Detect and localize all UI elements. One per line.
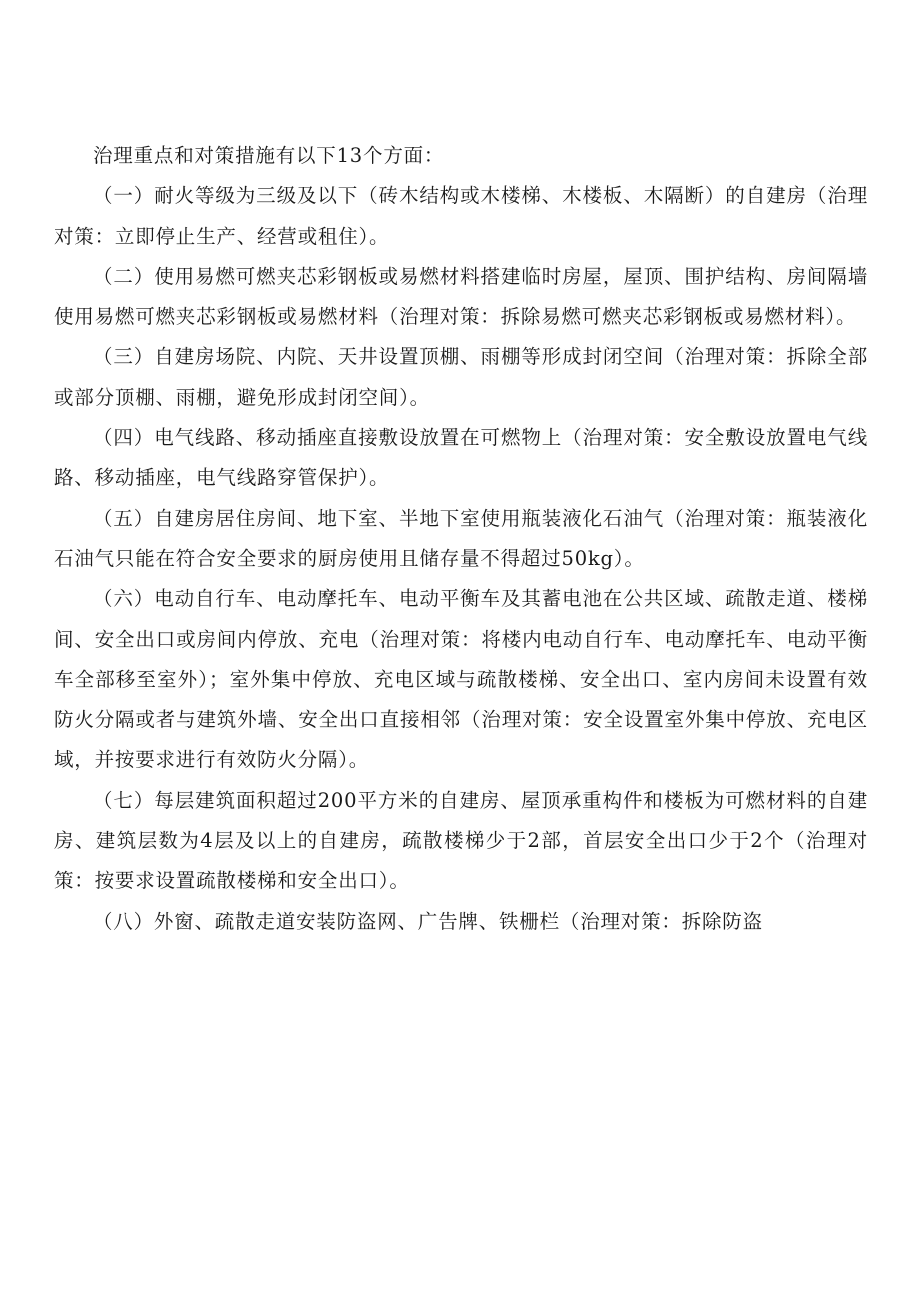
intro-paragraph: 治理重点和对策措施有以下13个方面： [93,144,445,167]
item-8-paragraph: （八）外窗、疏散走道安装防盗网、广告牌、铁栅栏（治理对策：拆除防盗 [93,909,763,933]
item-3-paragraph: （三）自建房场院、内院、天井设置顶棚、雨棚等形成封闭空间（治理对策：拆除全部或部分顶棚、雨棚，避免形成封闭空间）。 [54,345,868,409]
item-1-paragraph: （一）耐火等级为三级及以下（砖木结构或木楼梯、木楼板、木隔断）的自建房（治理对策：立即停止生产、经营或租住）。 [54,184,868,248]
document-body [54,136,868,942]
item-4-paragraph: （四）电气线路、移动插座直接敷设放置在可燃物上（治理对策：安全敷设放置电气线路、移动插座，电气线路穿管保护）。 [54,426,868,490]
item-2-paragraph: （二）使用易燃可燃夹芯彩钢板或易燃材料搭建临时房屋，屋顶、围护结构、房间隔墙使用易燃可燃夹芯彩钢板或易燃材料（治理对策：拆除易燃可燃夹芯彩钢板或易燃材料）。 [54,264,868,329]
item-7-paragraph: （七）每层建筑面积超过200平方米的自建房、屋顶承重构件和楼板为可燃材料的自建房、建筑层数为4层及以上的自建房，疏散楼梯少于2部，首层安全出口少于2个（治理对策：按要求设置疏散楼梯和安全出口）。 [54,788,868,893]
item-6-paragraph: （六）电动自行车、电动摩托车、电动平衡车及其蓄电池在公共区域、疏散走道、楼梯间、安全出口或房间内停放、充电（治理对策：将楼内电动自行车、电动摩托车、电动平衡车全部移至室外）；室外集中停放、充电区域与疏散楼梯、安全出口、室内房间未设置有效防火分隔或者与建筑外墙、安全出口直接相邻（治理对策：安全设置室外集中停放、充电区域，并按要求进行有效防火分隔）。 [54,587,868,772]
item-5-paragraph: （五）自建房居住房间、地下室、半地下室使用瓶装液化石油气（治理对策：瓶装液化石油气只能在符合安全要求的厨房使用且储存量不得超过50kg）。 [54,506,868,570]
